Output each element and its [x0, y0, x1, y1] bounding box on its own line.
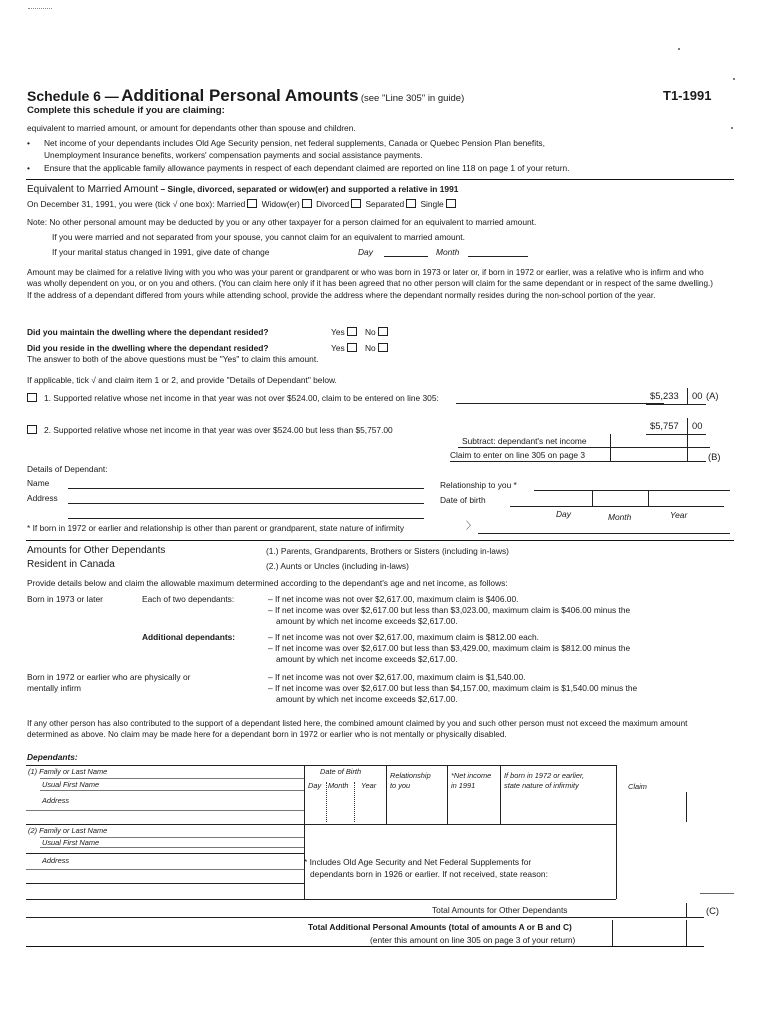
total-other-code: (C) — [706, 905, 720, 916]
to-you-header: to you — [390, 781, 411, 790]
item-2-amount-underline — [646, 434, 706, 435]
table-col — [386, 765, 387, 824]
relationship-group-2: (2.) Aunts or Uncles (including in-laws) — [266, 561, 409, 571]
dob-label: Date of birth — [440, 495, 486, 505]
status-widow-checkbox[interactable] — [302, 199, 312, 208]
note-1: Note: No other personal amount may be deducted by you or any other taxpayer for a person claimed for an equivalent to married amount. — [27, 217, 537, 227]
table-rule — [26, 853, 304, 854]
question-reside: Did you reside in the dwelling where the dependant resided? — [27, 343, 269, 353]
item-1-label: 1. Supported relative whose net income in that year was not over $524.00, claim to be entered on line 305: — [44, 393, 439, 403]
scan-mark — [28, 8, 52, 9]
no-label: No — [365, 343, 376, 353]
table-subrule — [40, 778, 304, 779]
form-id: T1-1991 — [663, 88, 712, 103]
schedule-label: Schedule 6 — — [27, 88, 119, 104]
status-married-label: Married — [216, 199, 246, 209]
maintain-no-checkbox[interactable] — [378, 327, 388, 336]
leader-line — [456, 403, 664, 404]
dob-field[interactable] — [510, 506, 724, 507]
table-rule — [26, 883, 304, 884]
oas-note-2: dependants born in 1926 or earlier. If not received, state reason: — [310, 869, 548, 879]
item-1-code: (A) — [706, 390, 719, 401]
status-divorced-checkbox[interactable] — [351, 199, 361, 208]
cents-divider — [686, 903, 687, 917]
scan-speck — [731, 127, 733, 129]
section-divider — [26, 540, 734, 541]
status-single-checkbox[interactable] — [446, 199, 456, 208]
schedule-title — [27, 86, 464, 106]
total-other-line — [26, 917, 704, 918]
infirmity-field[interactable] — [478, 533, 730, 534]
item-2-amount: $5,757 — [650, 420, 679, 431]
bullet-icon: • — [27, 138, 30, 148]
address-label: Address — [27, 493, 58, 503]
status-separated-label: Separated — [365, 199, 405, 209]
total-additional-instruction: (enter this amount on line 305 on page 3 of your return) — [370, 935, 576, 945]
table-col — [304, 765, 305, 899]
cents-divider — [687, 434, 688, 462]
question-reside-answers — [331, 343, 390, 353]
rule-2a: – If net income was not over $2,617.00, maximum claim is $812.00 each. — [268, 632, 539, 642]
amount-column-divider — [610, 434, 611, 462]
rule-1a: – If net income was not over $2,617.00, maximum claim is $406.00. — [268, 594, 519, 604]
intro-bullet-1a: Net income of your dependants includes Old Age Security pension, net federal supplements, Canada or Quebec Pension Plan benefits, — [44, 138, 545, 148]
other-heading-2: Resident in Canada — [27, 559, 115, 570]
family-name-2-label: (2) Family or Last Name — [28, 826, 108, 835]
born-1972-label-2: mentally infirm — [27, 683, 81, 693]
table-col — [616, 765, 617, 899]
table-subrule — [40, 790, 304, 791]
reside-yes-checkbox[interactable] — [347, 343, 357, 352]
claim-enter-label: Claim to enter on line 305 on page 3 — [450, 450, 586, 460]
change-day-field[interactable] — [384, 256, 428, 257]
marital-status-row — [27, 199, 458, 209]
intro-bullet-1b: Unemployment Insurance benefits, workers' compensation payments and social assistance payments. — [44, 150, 423, 160]
name-label: Name — [27, 478, 50, 488]
status-widow-label: Widow(er) — [261, 199, 300, 209]
item-2-cents: 00 — [692, 420, 703, 431]
table-subrule — [26, 869, 304, 870]
dob-subcol — [326, 782, 327, 822]
total-amount-divider — [612, 920, 613, 946]
total-additional-label: Total Additional Personal Amounts (total of amounts A or B and C) — [308, 922, 572, 932]
claim-cents-divider — [686, 792, 687, 822]
infirmity-header-1: If born in 1972 or earlier, — [504, 771, 585, 780]
dob-divider — [592, 491, 593, 507]
intro-line: equivalent to married amount, or amount for dependants other than spouse and children. — [27, 123, 356, 133]
dependant-name-field[interactable] — [68, 488, 424, 489]
equivalent-subtitle: – Single, divorced, separated or widow(er) and supported a relative in 1991 — [160, 184, 459, 194]
cents-divider — [687, 388, 688, 404]
oas-note-1: * Includes Old Age Security and Net Federal Supplements for — [304, 857, 532, 867]
yes-label: Yes — [331, 343, 345, 353]
scan-speck — [733, 78, 735, 80]
dob-divider — [648, 491, 649, 507]
item-1-amount: $5,233 — [650, 390, 679, 401]
dob-year-label: Year — [670, 510, 688, 520]
total-other-label: Total Amounts for Other Dependants — [432, 905, 568, 915]
note-3: If your marital status changed in 1991, give date of change — [52, 247, 270, 257]
item-1-cents: 00 — [692, 390, 703, 401]
bullet-icon: • — [27, 163, 30, 173]
provide-details: Provide details below and claim the allowable maximum determined according to the dependant's age and net income, as follows: — [27, 578, 508, 588]
section-divider — [26, 179, 734, 180]
born-1973-label: Born in 1973 or later — [27, 594, 103, 604]
dependant-address-field[interactable] — [68, 503, 424, 504]
table-rule — [26, 765, 616, 766]
usual-name-1-label: Usual First Name — [42, 780, 100, 789]
each-two-label: Each of two dependants: — [142, 594, 235, 604]
cents-divider — [686, 920, 687, 946]
support-paragraph: If any other person has also contributed to the support of a dependant listed here, the combined amount claimed by you and such other person must not exceed the maximum amount determined as above. No claim may be made here for a dependant born in 1972 or earlier who is not mentally or physically disabled. — [27, 719, 688, 739]
equivalent-heading — [27, 184, 458, 196]
total-additional-line — [26, 946, 704, 947]
dob-day-label: Day — [556, 509, 571, 519]
cents-divider — [687, 418, 688, 434]
dob-month-header: Month — [328, 781, 349, 790]
dob-month-label: Month — [608, 512, 632, 522]
answer-note: The answer to both of the above questions must be "Yes" to claim this amount. — [27, 354, 319, 364]
table-rule — [26, 824, 616, 825]
subtract-label: Subtract: dependant's net income — [462, 436, 587, 446]
table-rule — [26, 899, 616, 900]
rule-1c: amount by which net income exceeds $2,617.00. — [276, 616, 458, 626]
dob-header: Date of Birth — [320, 767, 362, 776]
scan-mark — [700, 893, 734, 894]
scan-speck — [678, 48, 680, 50]
table-subrule — [26, 810, 304, 811]
dependant-address-field-2[interactable] — [68, 518, 424, 519]
equivalent-eligibility-paragraph: Amount may be claimed for a relative living with you who was your parent or grandparent or who was born in 1973 or later or, if born in 1972 or earlier, was a relative who is infirm and who was wholly dependent on you, or on you and others. (You can claim here only if it has been agreed that no other person will claim for the same dependant or in respect of the same dwelling.) If the address of a dependant differed from yours while attending school, provide the address where the dependant normally resides during the non-school portion of the year. — [27, 268, 714, 300]
usual-name-2-label: Usual First Name — [42, 838, 100, 847]
change-month-label: Month — [436, 247, 460, 257]
dob-subcol — [354, 782, 355, 822]
relationship-field[interactable] — [534, 490, 730, 491]
reside-no-checkbox[interactable] — [378, 343, 388, 352]
guide-reference: (see "Line 305" in guide) — [360, 93, 465, 104]
change-day-label: Day — [358, 247, 373, 257]
rule-3c: amount by which net income exceeds $2,617.00. — [276, 694, 458, 704]
equivalent-title: Equivalent to Married Amount — [27, 184, 159, 195]
status-single-label: Single — [420, 199, 444, 209]
yes-label: Yes — [331, 327, 345, 337]
note-2: If you were married and not separated from your spouse, you cannot claim for an equivalent to married amount. — [52, 232, 465, 242]
dob-day-header: Day — [308, 781, 322, 790]
relationship-group-1: (1.) Parents, Grandparents, Brothers or Sisters (including in-laws) — [266, 546, 509, 556]
table-col — [447, 765, 448, 824]
details-label: Details of Dependant: — [27, 464, 108, 474]
infirmity-header-2: state nature of infirmity — [504, 781, 579, 790]
born-1972-label-1: Born in 1972 or earlier who are physically or — [27, 672, 191, 682]
rule-1b: – If net income was over $2,617.00 but less than $3,023.00, maximum claim is $406.00 minus the — [268, 605, 631, 615]
intro-bullet-2: Ensure that the applicable family allowance payments in respect of each dependant claimed are reported on line 118 on page 1 of your return. — [44, 163, 570, 173]
status-separated-checkbox[interactable] — [406, 199, 416, 208]
change-month-field[interactable] — [468, 256, 528, 257]
in-1991-header: in 1991 — [451, 781, 476, 790]
claim-header: Claim — [628, 782, 647, 791]
additional-label: Additional dependants: — [142, 632, 236, 642]
tick-note: If applicable, tick √ and claim item 1 or 2, and provide "Details of Dependant" below. — [27, 375, 337, 385]
relationship-header: Relationship — [390, 771, 431, 780]
rule-3a: – If net income was not over $2,617.00, maximum claim is $1,540.00. — [268, 672, 526, 682]
address-2-label: Address — [42, 856, 70, 865]
item-1-checkbox[interactable] — [27, 393, 37, 402]
intro-heading: Complete this schedule if you are claiming: — [27, 105, 225, 116]
claim-line — [450, 461, 706, 462]
status-divorced-label: Divorced — [316, 199, 350, 209]
item-2-code: (B) — [708, 451, 721, 462]
dependants-label: Dependants: — [27, 752, 78, 762]
table-col — [500, 765, 501, 824]
item-1-amount-underline — [646, 404, 706, 405]
rule-2c: amount by which net income exceeds $2,617.00. — [276, 654, 458, 664]
status-prompt: On December 31, 1991, you were (tick √ one box): — [27, 199, 215, 209]
question-maintain-answers — [331, 327, 390, 337]
question-maintain: Did you maintain the dwelling where the dependant resided? — [27, 327, 269, 337]
item-2-checkbox[interactable] — [27, 425, 37, 434]
family-name-1-label: (1) Family or Last Name — [28, 767, 108, 776]
no-label: No — [365, 327, 376, 337]
net-income-header: *Net income — [451, 771, 492, 780]
maintain-yes-checkbox[interactable] — [347, 327, 357, 336]
other-heading-1: Amounts for Other Dependants — [27, 545, 166, 556]
dob-year-header: Year — [361, 781, 377, 790]
subtract-line — [458, 447, 710, 448]
arrow-right-icon: 〉 — [466, 521, 476, 532]
rule-2b: – If net income was over $2,617.00 but less than $3,429.00, maximum claim is $812.00 minus the — [268, 643, 631, 653]
relationship-label: Relationship to you * — [440, 480, 517, 490]
item-2-label: 2. Supported relative whose net income in that year was over $524.00 but less than $5,757.00 — [44, 425, 393, 435]
address-1-label: Address — [42, 796, 70, 805]
rule-3b: – If net income was over $2,617.00 but less than $4,157.00, maximum claim is $1,540.00 minus the — [268, 683, 638, 693]
infirmity-footnote: * If born in 1972 or earlier and relationship is other than parent or grandparent, state nature of infirmity — [27, 523, 405, 533]
status-married-checkbox[interactable] — [247, 199, 257, 208]
schedule-name: Additional Personal Amounts — [121, 86, 359, 105]
